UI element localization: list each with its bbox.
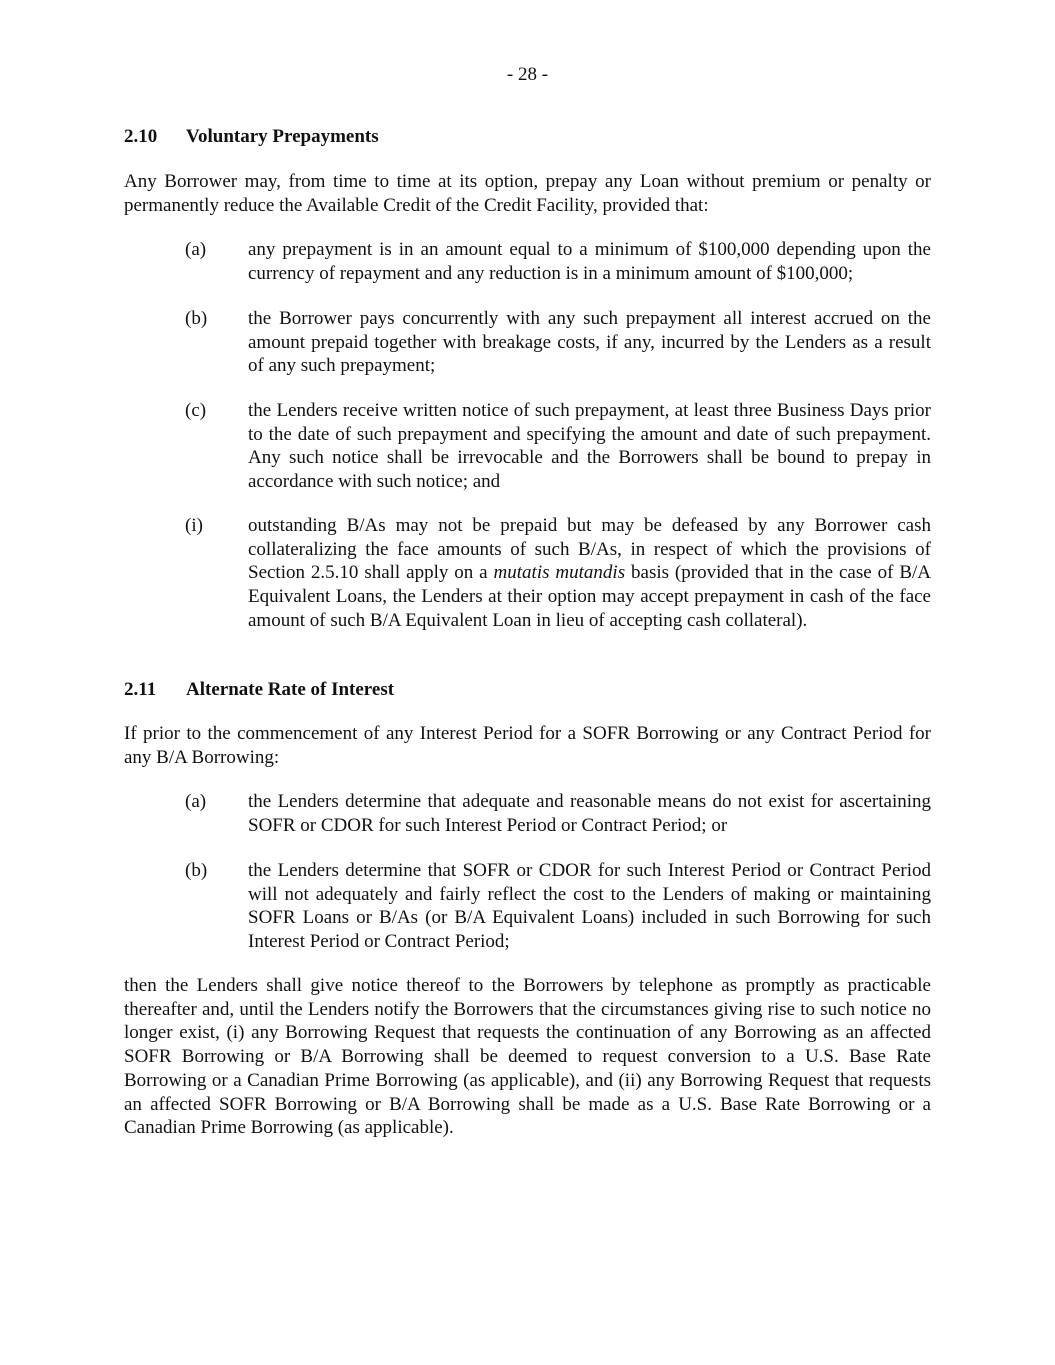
list-item-label: (b) [185, 860, 208, 881]
section-title: Voluntary Prepayments [186, 126, 379, 147]
list-item-text: the Borrower pays concurrently with any such prepayment all interest accrued on the amount prepaid together with breakage costs, if any, incurred by the Lenders as a result of any such prepayment; [248, 308, 931, 377]
section-heading-2-10 [124, 125, 379, 149]
list-item-label: (a) [185, 239, 207, 260]
section-intro-paragraph: If prior to the commencement of any Interest Period for a SOFR Borrowing or any Contract Period for any B/A Borrowing: [124, 723, 931, 768]
text-segment: basis (provided that in the case of B/A Equivalent Loans, the Lenders at their option may accept prepayment in cash of the face amount of such B/A Equivalent Loan in lieu of accepting cash collateral). [248, 562, 931, 631]
page-number: - 28 - [506, 64, 549, 85]
list-item [185, 238, 931, 285]
list-item [185, 514, 931, 633]
list-item-text: the Lenders determine that adequate and reasonable means do not exist for ascertaining SOFR or CDOR for such Interest Period or Contract Period; or [248, 791, 931, 836]
list-item-text: the Lenders receive written notice of such prepayment, at least three Business Days prior to the date of such prepayment and specifying the amount and date of such prepayment. Any such notice shall be irrevocable and the Borrowers shall be bound to prepay in accordance with such notice; and [248, 400, 931, 493]
list-item-label: (i) [185, 515, 203, 536]
section-heading-2-11 [124, 678, 394, 702]
list-item [185, 307, 931, 378]
section-intro-paragraph: Any Borrower may, from time to time at its option, prepay any Loan without premium or penalty or permanently reduce the Available Credit of the Credit Facility, provided that: [124, 171, 931, 216]
list-item [185, 859, 931, 954]
section-title: Alternate Rate of Interest [186, 679, 395, 700]
closing-paragraph: then the Lenders shall give notice thereof to the Borrowers by telephone as promptly as practicable thereafter and, until the Lenders notify the Borrowers that the circumstances giving rise to such notice no longer exist, (i) any Borrowing Request that requests the continuation of any Borrowing as an affected SOFR Borrowing or B/A Borrowing shall be deemed to request conversion to a U.S. Base Rate Borrowing or a Canadian Prime Borrowing (as applicable), and (ii) any Borrowing Request that requests an affected SOFR Borrowing or B/A Borrowing shall be made as a U.S. Base Rate Borrowing or a Canadian Prime Borrowing (as applicable). [124, 975, 931, 1139]
list-item [185, 790, 931, 837]
list-item-text: the Lenders determine that SOFR or CDOR for such Interest Period or Contract Period will not adequately and fairly reflect the cost to the Lenders of making or maintaining SOFR Loans or B/As (or B/A Equivalent Loans) included in such Borrowing for such Interest Period or Contract Period; [248, 860, 931, 953]
section-number: 2.11 [124, 679, 157, 700]
list-item-text: any prepayment is in an amount equal to a minimum of $100,000 depending upon the currency of repayment and any reduction is in a minimum amount of $100,000; [248, 239, 931, 284]
list-item [185, 399, 931, 494]
section-number: 2.10 [124, 126, 158, 147]
text-segment: outstanding B/As may not be prepaid but may be defeased by any Borrower cash collateralizing the face amounts of such B/As, in respect of which the provisions of Section 2.5.10 shall apply on a [248, 515, 931, 584]
list-item-label: (a) [185, 791, 207, 812]
list-item-text [248, 514, 931, 633]
list-item-label: (b) [185, 308, 208, 329]
italic-phrase: mutatis mutandis [493, 562, 626, 584]
list-item-label: (c) [185, 400, 207, 421]
